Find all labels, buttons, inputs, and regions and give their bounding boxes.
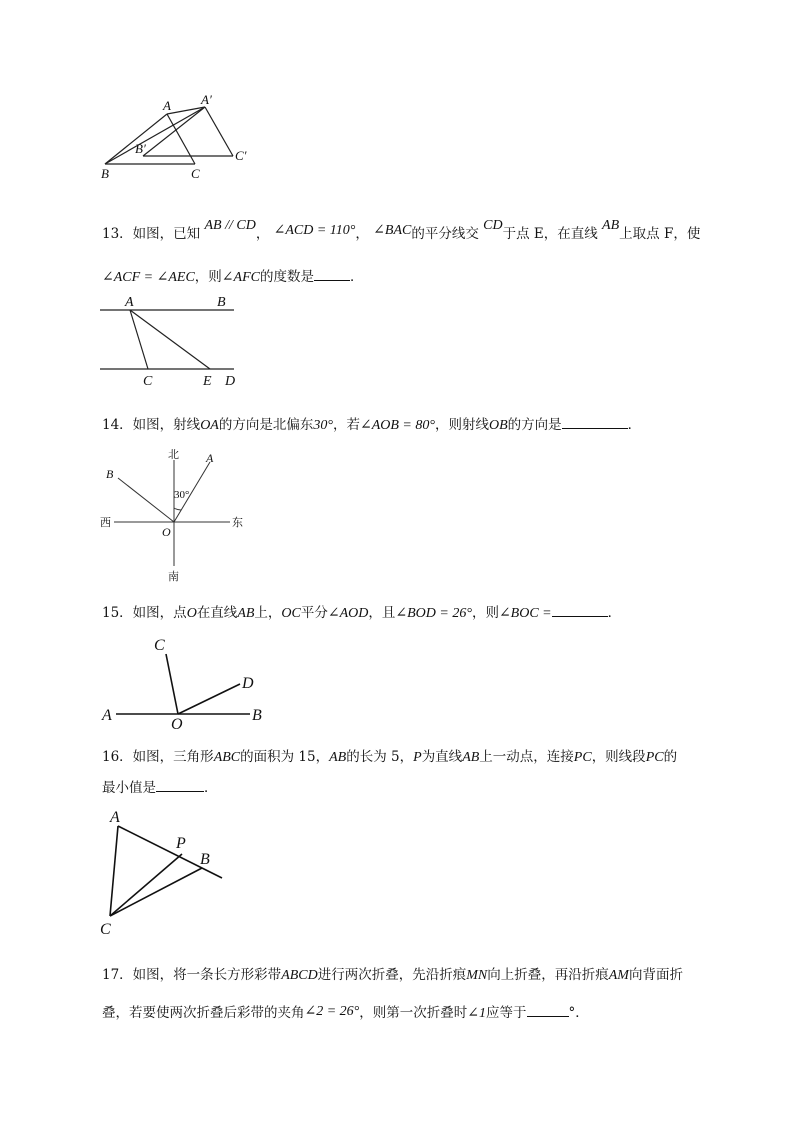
figure-q16 <box>96 806 236 941</box>
q15-text4: ，且 <box>368 605 396 621</box>
q17-end: °． <box>568 1005 589 1021</box>
figure-q13 <box>100 295 250 390</box>
q15-answer-blank <box>552 602 608 617</box>
q15-angle-bod: ∠BOD = 26° <box>395 606 472 621</box>
fig16-seg-CB <box>110 868 202 916</box>
q14-end: ． <box>627 417 642 433</box>
q17-text4: ，则第一次折叠时 <box>359 1005 468 1021</box>
fig15-label-B: B <box>252 707 262 724</box>
q16-line2-text: 最小值是 <box>102 780 156 796</box>
fig13-label-E: E <box>203 374 212 389</box>
q16-num: 16．如图，三角形 <box>102 749 214 765</box>
q13-ab: AB <box>602 218 620 233</box>
q17-text5: 应等于 <box>486 1005 527 1021</box>
q13-angle-equation: ∠ACF = ∠AEC <box>102 270 195 285</box>
q17-angle1: ∠1 <box>467 1006 487 1021</box>
q14-angle-aob: ∠AOB = 80° <box>359 418 435 433</box>
q16-ab: AB <box>329 750 347 765</box>
q15-angle-boc: ∠BOC = <box>498 606 552 621</box>
q15-o: O <box>186 606 197 621</box>
fig16-seg-AC <box>110 826 118 916</box>
fig16-seg-CP <box>110 854 182 916</box>
fig12-label-C-prime: C′ <box>235 148 247 163</box>
q14-ob: OB <box>488 418 508 433</box>
q16-pc2: PC <box>645 750 664 765</box>
q13-angle-afc: ∠AFC <box>221 270 260 285</box>
fig15-ray-OD <box>178 684 240 714</box>
q17-am: AM <box>608 968 629 983</box>
q13-angle-acd: ∠ACD = 110° <box>273 223 356 238</box>
q17-mn: MN <box>466 968 488 983</box>
q15-text3: 平分 <box>300 605 328 621</box>
q13-text2: 于点 E，在直线 <box>502 226 598 242</box>
q16-abc: ABC <box>213 750 241 765</box>
q15-angle-aod: ∠AOD <box>327 606 369 621</box>
q15-text5: ，则 <box>471 605 499 621</box>
fig15-label-D: D <box>242 675 254 692</box>
q15-num: 15．如图，点 <box>102 605 187 621</box>
fig16-label-B: B <box>200 851 210 868</box>
fig12-label-A-prime: A′ <box>201 92 212 107</box>
q17-line2-text: 叠，若要使两次折叠后彩带的夹角 <box>102 1005 305 1021</box>
q16-text1: 的面积为 15， <box>240 749 330 765</box>
q16-end: ． <box>204 780 218 796</box>
fig14-label-O: O <box>162 525 171 539</box>
q13-end: ． <box>349 269 364 285</box>
q15-text2: 上， <box>254 605 282 621</box>
q17-text2: 向上折叠，再沿折痕 <box>487 967 609 983</box>
q13-text1: 的平分线交 <box>411 226 479 242</box>
fig13-seg-AC <box>130 310 148 369</box>
fig13-label-D: D <box>225 374 236 389</box>
q16-line2 <box>102 777 218 798</box>
q15-line1 <box>102 602 621 624</box>
fig12-label-C: C <box>191 166 200 181</box>
q17-angle2: ∠2 = 26° <box>304 1004 360 1019</box>
q15-ab: AB <box>237 606 255 621</box>
q14-text3: ，则射线 <box>434 417 489 433</box>
fig15-label-C: C <box>154 637 165 654</box>
fig12-label-A: A <box>163 98 171 113</box>
q14-oa: OA <box>200 418 219 433</box>
fig15-ray-OC <box>166 654 178 714</box>
q14-text2: ，若 <box>332 417 360 433</box>
q17-abcd: ABCD <box>281 968 318 983</box>
q17-answer-blank <box>527 1002 569 1017</box>
q17-text1: 进行两次折叠，先沿折痕 <box>317 967 467 983</box>
fig14-angle-arc <box>174 508 181 510</box>
q17-num: 17．如图，将一条长方形彩带 <box>102 967 282 983</box>
figure-q12 <box>95 92 265 187</box>
q13-angle-bac: ∠BAC <box>373 223 412 238</box>
q13-line2 <box>102 266 363 288</box>
q15-text1: 在直线 <box>196 605 238 621</box>
fig14-ray-OB <box>118 478 174 522</box>
q13-comma2: ， <box>355 226 369 242</box>
fig14-label-west: 西 <box>100 516 111 529</box>
q13-text5: 的度数是 <box>259 269 314 285</box>
q14-deg30: 30° <box>313 418 333 433</box>
fig12-seg-ApCp <box>205 107 233 156</box>
q13-num: 13．如图，已知 <box>102 226 201 242</box>
fig14-label-30deg: 30° <box>174 489 190 501</box>
fig16-label-A: A <box>110 809 120 826</box>
fig14-label-south: 南 <box>168 570 179 583</box>
q15-oc: OC <box>281 606 301 621</box>
q16-answer-blank <box>156 777 204 792</box>
q14-text4: 的方向是 <box>507 417 562 433</box>
q13-text3: 上取点 F，使 <box>619 226 701 242</box>
figure-q15 <box>100 632 280 732</box>
q13-answer-blank <box>314 266 350 281</box>
fig14-label-B: B <box>106 467 114 481</box>
fig16-label-P: P <box>176 835 186 852</box>
q16-text3: 为直线 <box>421 749 463 765</box>
q13-line1 <box>102 218 701 245</box>
figure-q14 <box>98 448 258 584</box>
q16-line1 <box>102 747 677 768</box>
fig14-label-A: A <box>206 451 214 465</box>
q16-ab2: AB <box>462 750 480 765</box>
fig12-seg-BpAp <box>143 107 205 156</box>
fig16-label-C: C <box>100 921 111 938</box>
fig14-label-east: 东 <box>232 516 243 529</box>
q14-num: 14．如图，射线 <box>102 417 201 433</box>
q13-ab-parallel-cd: AB // CD <box>204 218 256 233</box>
fig13-label-B: B <box>217 295 226 310</box>
fig12-label-B: B <box>101 166 109 181</box>
q16-pc: PC <box>573 750 592 765</box>
fig13-seg-AE <box>130 310 210 369</box>
q14-line1 <box>102 414 641 436</box>
q17-line1 <box>102 965 683 986</box>
q17-text3: 向背面折 <box>628 967 683 983</box>
q16-text2: 的长为 5， <box>346 749 414 765</box>
q16-p: P <box>413 750 422 765</box>
q13-cd: CD <box>483 218 503 233</box>
fig15-label-O: O <box>171 716 183 733</box>
fig15-label-A: A <box>102 707 112 724</box>
fig13-label-C: C <box>143 374 153 389</box>
q16-text5: ，则线段 <box>591 749 646 765</box>
q17-line2 <box>102 1002 589 1024</box>
q13-text4: ，则 <box>194 269 222 285</box>
fig13-label-A: A <box>125 295 134 310</box>
q14-text1: 的方向是北偏东 <box>218 417 314 433</box>
q16-text4: 上一动点，连接 <box>479 749 574 765</box>
fig14-label-north: 北 <box>168 448 179 461</box>
q14-answer-blank <box>562 414 628 429</box>
q16-text6: 的 <box>663 749 678 765</box>
q13-comma1: ， <box>255 226 270 242</box>
fig12-label-B-prime: B′ <box>135 141 146 156</box>
q15-end: ． <box>607 605 622 621</box>
